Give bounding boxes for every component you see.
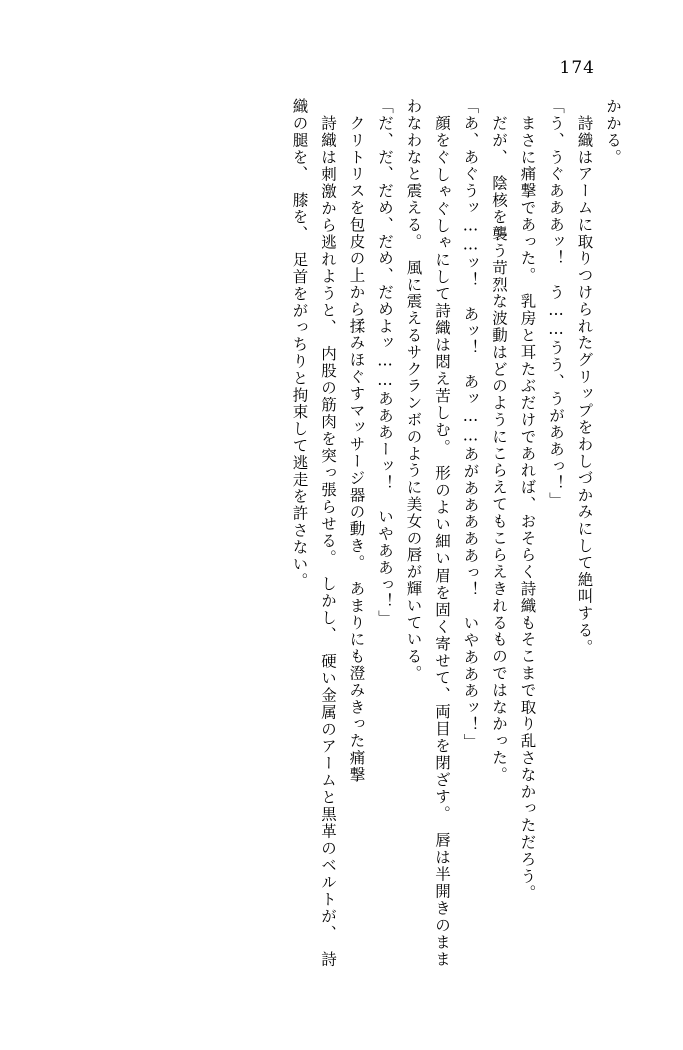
paragraph: 「う、うぐあああッ！ う……うう、うがああっ！」 xyxy=(547,98,565,509)
page-text-body xyxy=(52,98,627,968)
paragraph: 詩織は刺激から逃れようと、 内股の筋肉を突っ張らせる。 しかし、 硬い金属のアームと黒革のベルトが、 詩織の腿を、 膝を、 足首をがっちりと拘束して逃走を許さない。 xyxy=(290,98,337,968)
page-number: 174 xyxy=(559,58,595,78)
paragraph: だが、 陰核を襲う苛烈な波動はどのようにこらえてもこらえきれるものではなかった。 xyxy=(490,98,508,784)
paragraph: 「だ、だ、だめ、だめ、だめよッ……あああーッ！ いやああっ！」 xyxy=(376,98,394,627)
paragraph: まさに痛撃であった。 乳房と耳たぶだけであれば、おそらく詩織もそこまで取り乱さなかっただろう。 xyxy=(518,98,537,902)
paragraph: クリトリスを包皮の上から揉みほぐすマッサージ器の動き。 あまりにも澄みきった痛撃 xyxy=(347,98,366,784)
paragraph: 「あ、あぐうッ……ッ！ あッ！ あッ……あがあああああっ！ いやあああッ！」 xyxy=(461,98,480,751)
paragraph: 顔をぐしゃぐしゃにして詩織は悶え苦しむ。 形のよい細い眉を固く寄せて、両目を閉ざす。 唇は半開きのままわなわなと震える。 風に震えるサクランボのように美女の唇が輝いている。 xyxy=(404,98,451,968)
paragraph: かかる。 xyxy=(604,98,622,166)
paragraph: 詩織はアームに取りつけられたグリップをわしづかみにして絶叫する。 xyxy=(575,98,594,656)
